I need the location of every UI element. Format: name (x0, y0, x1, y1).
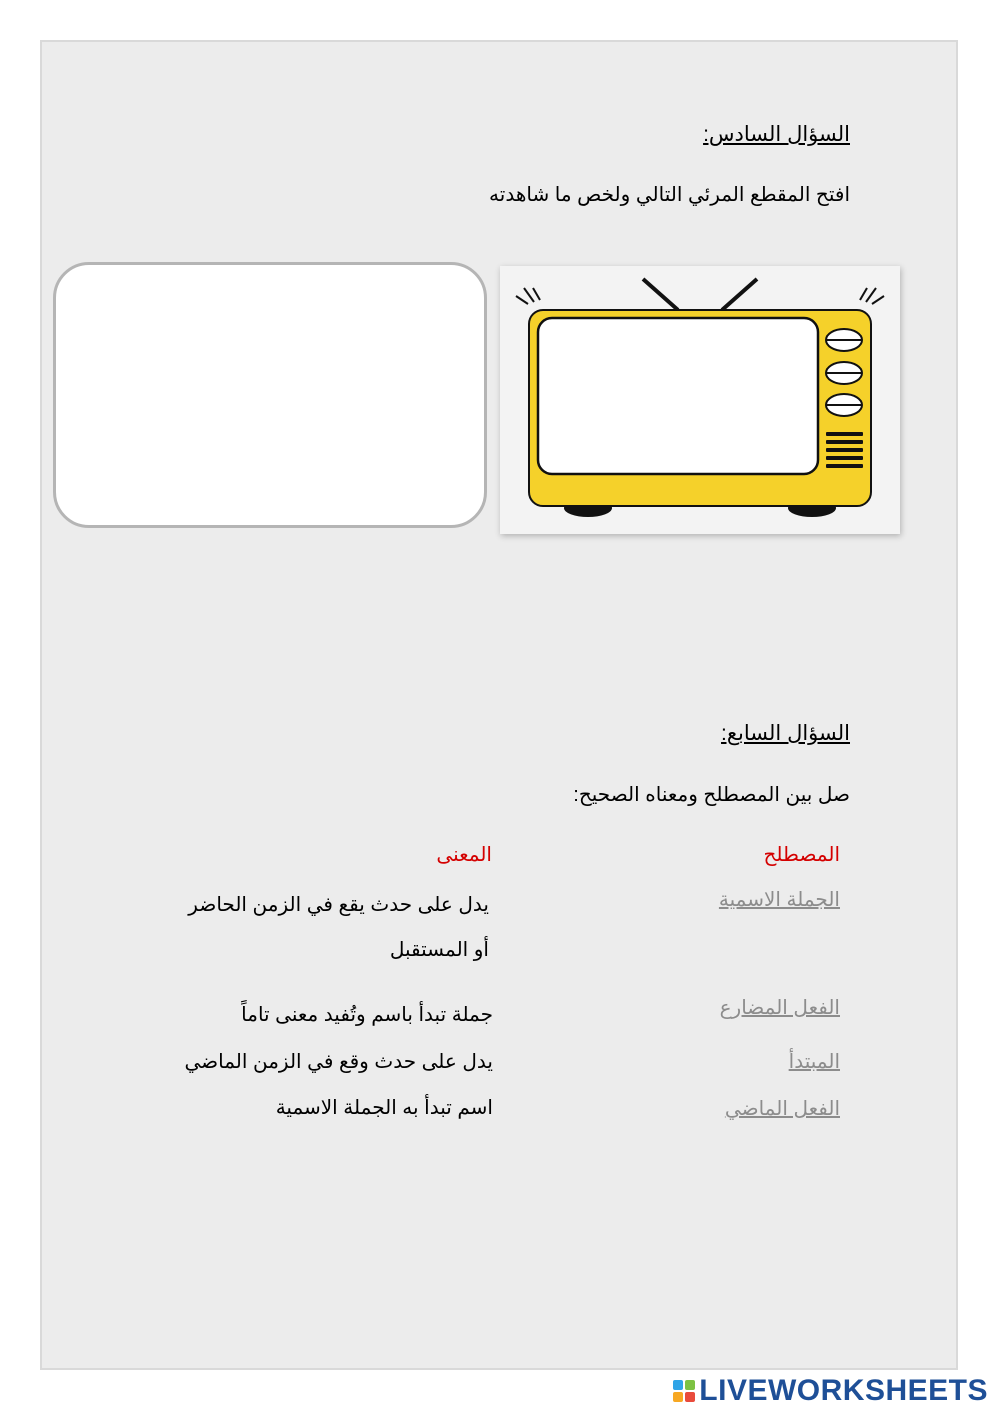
term-nominal-sentence[interactable]: الجملة الاسمية (718, 889, 840, 911)
question-six-instruction: افتح المقطع المرئي التالي ولخص ما شاهدته (489, 184, 850, 206)
liveworksheets-brand (673, 1372, 988, 1410)
liveworksheets-logo-icon (673, 1380, 695, 1402)
term-present-verb[interactable]: الفعل المضارع (719, 997, 840, 1019)
worksheet-page (40, 40, 958, 1370)
meaning-column-header: المعنى (436, 844, 492, 866)
television-image (500, 266, 900, 534)
meaning-subject[interactable]: اسم تبدأ به الجملة الاسمية (275, 1097, 493, 1119)
television-icon (500, 266, 900, 534)
term-subject[interactable]: المبتدأ (788, 1051, 840, 1073)
brand-name: LIVEWORKSHEETS (699, 1374, 988, 1407)
term-past-verb[interactable]: الفعل الماضي (724, 1098, 840, 1120)
meaning-nominal-sentence[interactable]: جملة تبدأ باسم وتُفيد معنى تاماً (241, 1004, 493, 1026)
question-seven-title: السؤال السابع: (721, 722, 850, 745)
summary-answer-box[interactable] (53, 262, 487, 528)
meaning-present-line-1[interactable]: يدل على حدث يقع في الزمن الحاضر (188, 894, 489, 916)
question-six-title: السؤال السادس: (703, 123, 850, 146)
term-column-header: المصطلح (763, 844, 840, 866)
meaning-present-line-2[interactable]: أو المستقبل (389, 939, 489, 961)
question-seven-instruction: صل بين المصطلح ومعناه الصحيح: (573, 784, 850, 806)
meaning-past-verb[interactable]: يدل على حدث وقع في الزمن الماضي (184, 1051, 493, 1073)
